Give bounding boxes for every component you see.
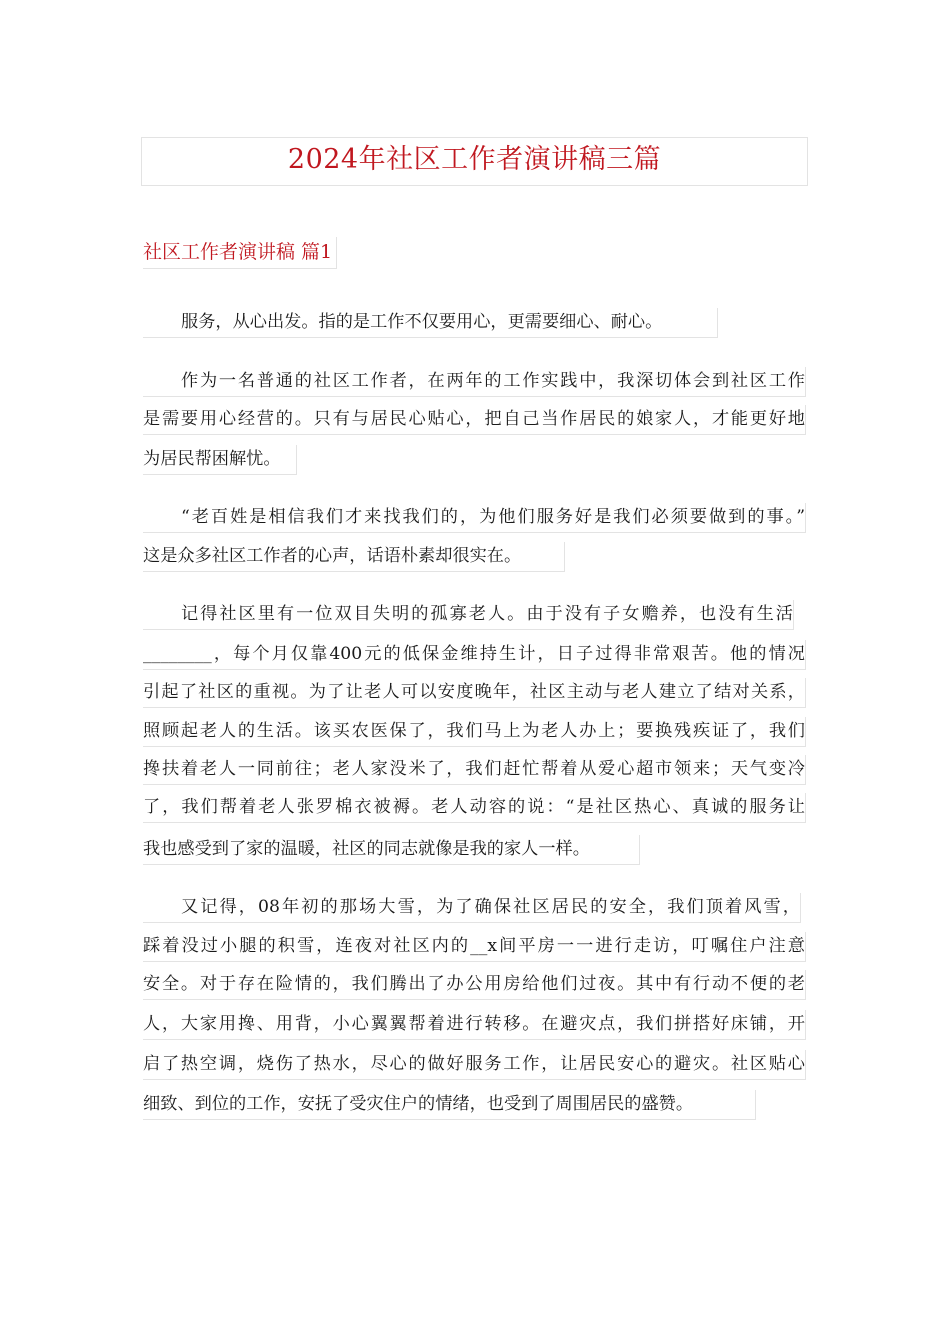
paragraph-line: 人，大家用搀、用背，小心翼翼帮着进行转移。在避灾点，我们拼搭好床铺，开: [143, 1010, 806, 1040]
paragraph-line: 记得社区里有一位双目失明的孤寡老人。由于没有子女赡养，也没有生活: [143, 600, 794, 630]
paragraph-line: 照顾起老人的生活。该买农医保了，我们马上为老人办上；要换残疾证了，我们: [143, 717, 806, 747]
paragraph-line: 作为一名普通的社区工作者，在两年的工作实践中，我深切体会到社区工作: [143, 367, 806, 397]
paragraph-line: 引起了社区的重视。为了让老人可以安度晚年，社区主动与老人建立了结对关系，: [143, 678, 806, 708]
paragraph-line: 我也感受到了家的温暖，社区的同志就像是我的家人一样。: [143, 835, 640, 865]
paragraph-line: 又记得，08年初的那场大雪，为了确保社区居民的安全，我们顶着风雪，: [143, 893, 801, 923]
paragraph-line: 启了热空调，烧伤了热水，尽心的做好服务工作，让居民安心的避灾。社区贴心: [143, 1050, 806, 1080]
paragraph-line: 服务，从心出发。指的是工作不仅要用心，更需要细心、耐心。: [143, 308, 718, 338]
paragraph-line: 了，我们帮着老人张罗棉衣被褥。老人动容的说：“是社区热心、真诚的服务让: [143, 793, 806, 823]
paragraph-line: ________，每个月仅靠400元的低保金维持生计，日子过得非常艰苦。他的情况: [143, 640, 806, 670]
document-title: 2024年社区工作者演讲稿三篇: [287, 144, 662, 175]
paragraph-line: 是需要用心经营的。只有与居民心贴心，把自己当作居民的娘家人，才能更好地: [143, 405, 806, 435]
paragraph-line: 安全。对于存在险情的，我们腾出了办公用房给他们过夜。其中有行动不便的老: [143, 970, 806, 1000]
paragraph-line: 搀扶着老人一同前往；老人家没米了，我们赶忙帮着从爱心超市领来；天气变冷: [143, 755, 806, 785]
paragraph-line: 这是众多社区工作者的心声，话语朴素却很实在。: [143, 542, 565, 572]
paragraph-line: “老百姓是相信我们才来找我们的，为他们服务好是我们必须要做到的事。”: [143, 503, 806, 533]
paragraph-line: 细致、到位的工作，安抚了受灾住户的情绪，也受到了周围居民的盛赞。: [143, 1090, 756, 1120]
title-box: [141, 137, 808, 186]
paragraph-line: 踩着没过小腿的积雪，连夜对社区内的__x间平房一一进行走访，叮嘱住户注意: [143, 932, 806, 962]
paragraph-line: 为居民帮困解忧。: [143, 445, 297, 475]
section-heading: 社区工作者演讲稿 篇1: [143, 237, 337, 269]
